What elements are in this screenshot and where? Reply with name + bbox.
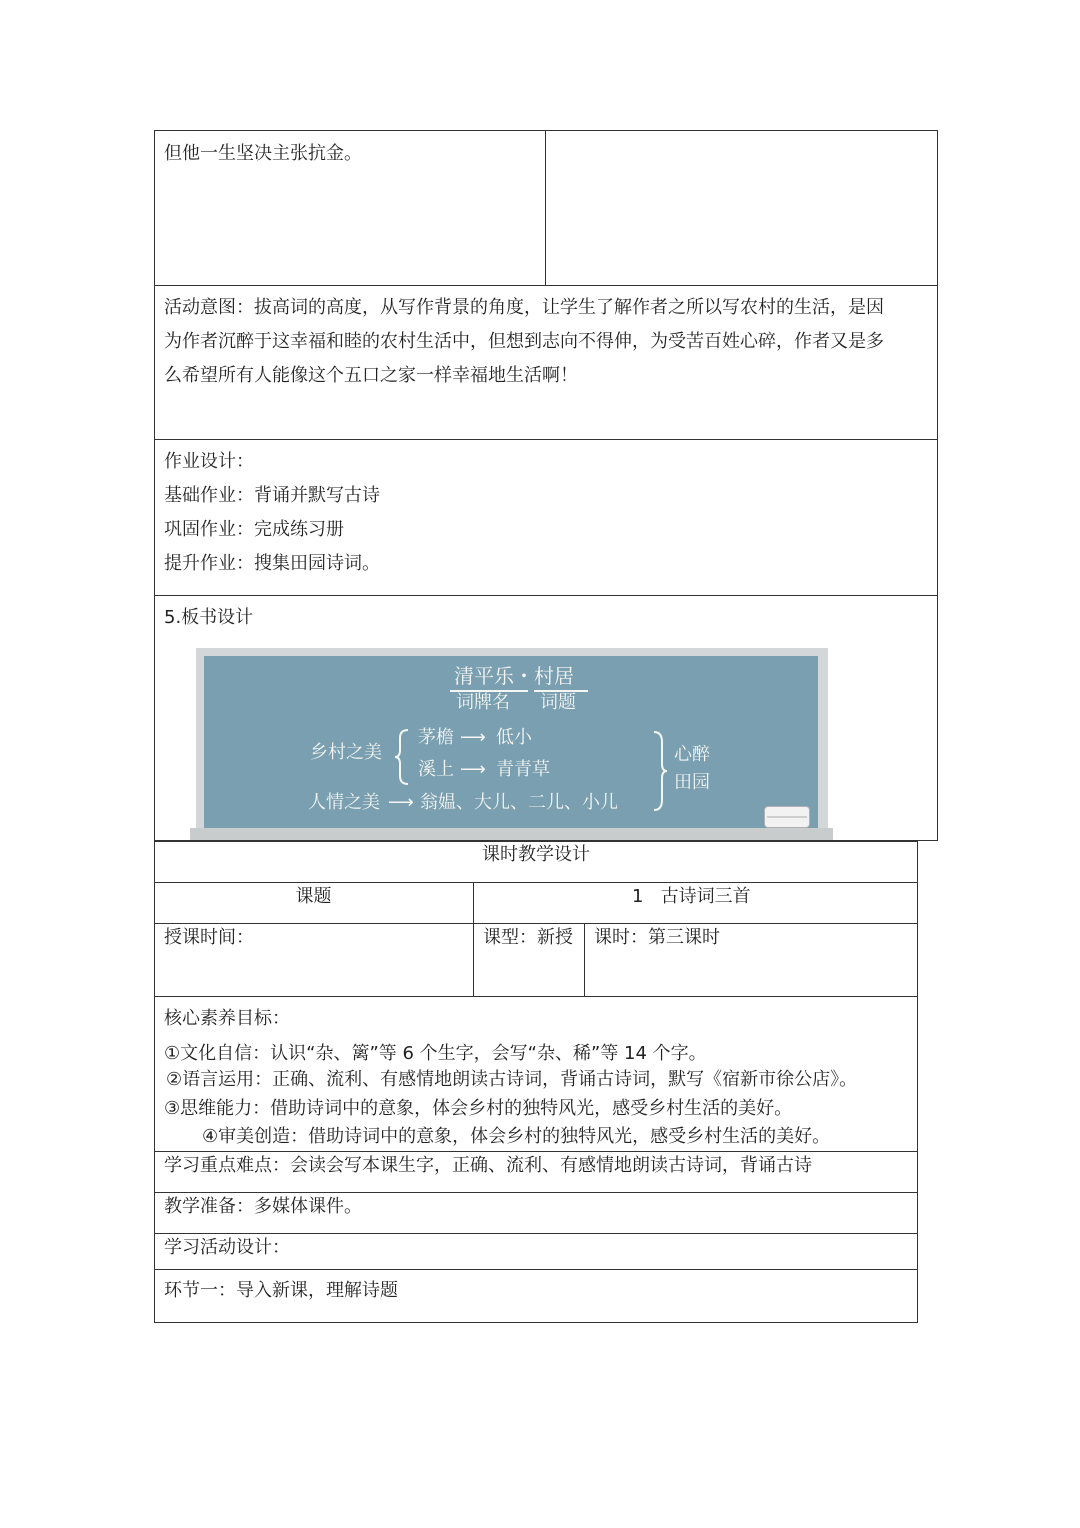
board-right-brace <box>652 730 668 812</box>
board-people: 翁媪、大儿、二儿、小儿 <box>420 792 618 813</box>
activity-design-title: 学习活动设计： <box>164 1237 290 1258</box>
row-divider-keypoints <box>154 1192 918 1193</box>
section-one: 环节一：导入新课，理解诗题 <box>164 1280 398 1301</box>
board-sub-right: 词题 <box>540 692 576 713</box>
col-divider-main <box>473 882 474 996</box>
key-points: 学习重点难点：会读会写本课生字，正确、流利、有感情地朗读古诗词，背诵古诗 <box>164 1155 812 1176</box>
top-table-row-divider-1 <box>154 285 938 286</box>
homework-consolidate: 巩固作业：完成练习册 <box>164 519 344 540</box>
lesson-design-header: 课时教学设计 <box>482 844 590 865</box>
board-item2-left: 溪上 <box>418 759 454 780</box>
activity-intent-line-1: 活动意图：拔高词的高度，从写作背景的角度，让学生了解作者之所以写农村的生活，是因 <box>164 297 884 318</box>
arrow-right-icon: ⟶ <box>460 727 486 748</box>
row-divider-preparation <box>154 1233 918 1234</box>
board-rural-beauty: 乡村之美 <box>310 742 382 763</box>
blackboard <box>204 656 818 828</box>
goal-item: ③思维能力：借助诗词中的意象，体会乡村的独特风光，感受乡村生活的美好。 <box>164 1098 793 1119</box>
lesson-type-label: 课型：新授 <box>483 927 573 948</box>
board-left-brace <box>394 728 410 786</box>
homework-title: 作业设计： <box>164 451 254 472</box>
row-divider-time <box>154 996 918 997</box>
topic-value: 1 古诗词三首 <box>632 886 751 907</box>
row-divider-topic <box>154 923 918 924</box>
homework-improve: 提升作业：搜集田园诗词。 <box>164 553 380 574</box>
homework-basic: 基础作业：背诵并默写古诗 <box>164 485 380 506</box>
lesson-period-label: 课时：第三课时 <box>594 927 720 948</box>
board-item1-left: 茅檐 <box>418 727 454 748</box>
teaching-preparation: 教学准备：多媒体课件。 <box>164 1196 362 1217</box>
top-table-row-divider-2 <box>154 439 938 440</box>
activity-intent-line-2: 为作者沉醉于这幸福和睦的农村生活中，但想到志向不得伸，为受苦百姓心碎，作者又是多 <box>164 331 884 352</box>
board-title: 清平乐・村居 <box>454 664 574 688</box>
arrow-right-icon: ⟶ <box>388 792 414 813</box>
row-divider-activity <box>154 1269 918 1270</box>
arrow-right-icon: ⟶ <box>460 759 486 780</box>
goals-title: 核心素养目标： <box>164 1008 290 1029</box>
topic-label: 课题 <box>295 886 332 907</box>
blackboard-illustration <box>190 648 833 840</box>
activity-intent-line-3: 么希望所有人能像这个五口之家一样幸福地生活啊！ <box>164 365 578 386</box>
top-table-row-divider-3 <box>154 595 938 596</box>
eraser-icon <box>764 806 810 828</box>
board-sub-left: 词牌名 <box>456 692 510 713</box>
top-table-col-divider <box>545 130 546 285</box>
background-text: 但他一生坚决主张抗金。 <box>164 143 362 164</box>
board-item1-right: 低小 <box>496 727 532 748</box>
board-item2-right: 青青草 <box>496 759 550 780</box>
goal-item: ①文化自信：认识“杂、篱”等 6 个生字，会写“杂、稀”等 14 个字。 <box>164 1043 707 1064</box>
row-divider-header <box>154 882 918 883</box>
board-design-heading: 5.板书设计 <box>164 607 254 628</box>
board-conclusion-2: 田园 <box>674 772 710 793</box>
teaching-time-label: 授课时间： <box>164 927 254 948</box>
goal-item: ②语言运用：正确、流利、有感情地朗读古诗词，背诵古诗词，默写《宿新市徐公店》。 <box>166 1069 858 1090</box>
blackboard-ledge <box>190 828 833 840</box>
board-human-beauty: 人情之美 <box>308 792 380 813</box>
board-conclusion-1: 心醉 <box>674 744 710 765</box>
col-divider-type <box>584 923 585 996</box>
row-divider-goals <box>154 1151 918 1152</box>
goal-item: ④审美创造：借助诗词中的意象，体会乡村的独特风光，感受乡村生活的美好。 <box>202 1126 831 1147</box>
